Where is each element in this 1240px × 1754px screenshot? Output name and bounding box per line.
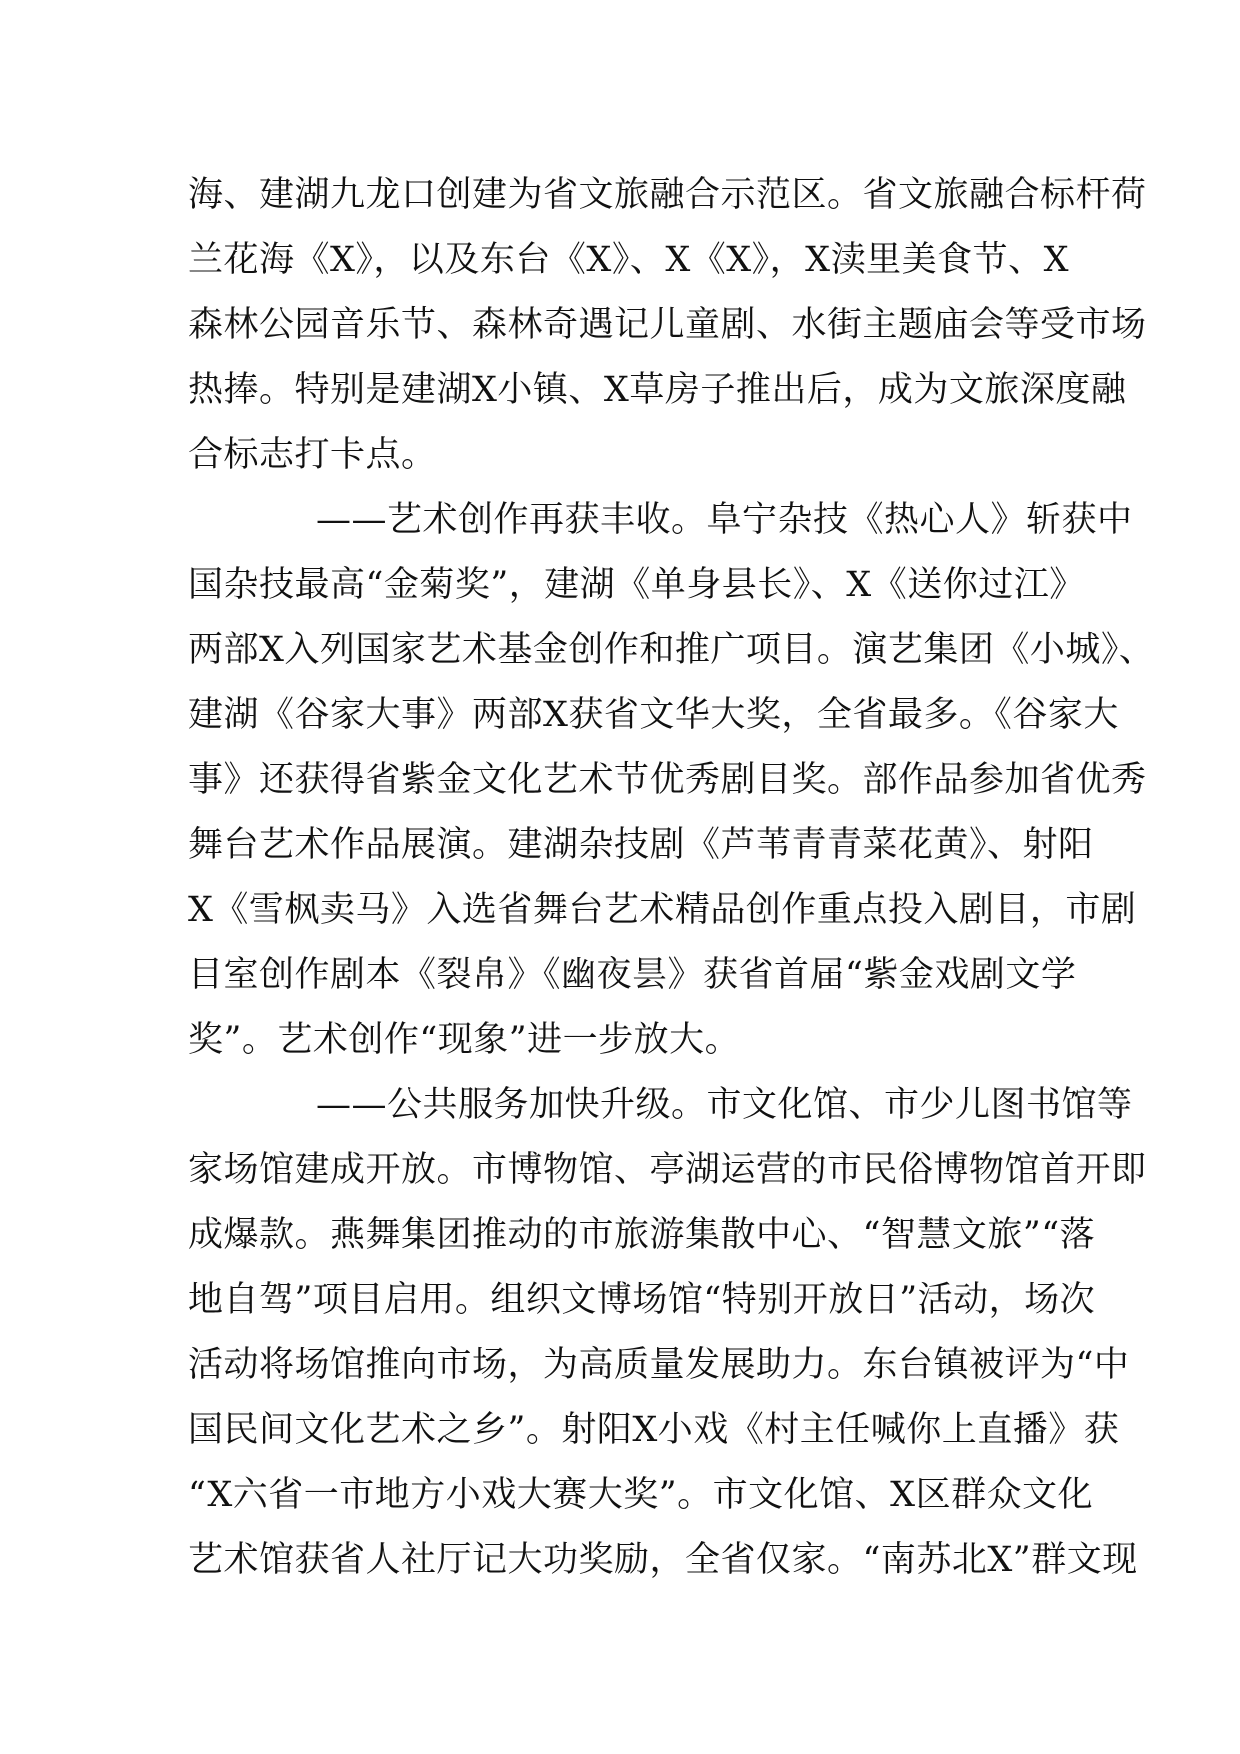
text-line: 舞台艺术作品展演。建湖杂技剧《芦苇青青菜花黄》、射阳 [188, 825, 1094, 865]
text-line: 国民间文化艺术之乡”。射阳X小戏《村主任喊你上直播》获 [188, 1410, 1120, 1450]
text-line: X《雪枫卖马》入选省舞台艺术精品创作重点投入剧目，市剧 [188, 890, 1137, 930]
text-line: 建湖《谷家大事》两部X获省文华大奖，全省最多。《谷家大 [188, 695, 1119, 735]
paragraph-heading-line: ——艺术创作再获丰收。阜宁杂技《热心人》斩获中 [316, 500, 1133, 540]
paragraph-heading-line: ——公共服务加快升级。市文化馆、市少儿图书馆等 [316, 1085, 1133, 1125]
document-body [188, 163, 1155, 1593]
text-line: 奖”。艺术创作“现象”进一步放大。 [188, 1020, 741, 1060]
text-line: 兰花海《X》，以及东台《X》、X《X》，X渎里美食节、X [188, 240, 1070, 280]
text-line: 地自驾”项目启用。组织文博场馆“特别开放日”活动，场次 [188, 1280, 1096, 1320]
text-line: 活动将场馆推向市场，为高质量发展助力。东台镇被评为“中 [188, 1345, 1130, 1385]
text-line: 成爆款。燕舞集团推动的市旅游集散中心、“智慧文旅”“落 [188, 1215, 1096, 1255]
text-line: 事》还获得省紫金文化艺术节优秀剧目奖。部作品参加省优秀 [188, 760, 1147, 800]
text-line: 海、建湖九龙口创建为省文旅融合示范区。省文旅融合标杆荷 [188, 175, 1147, 215]
text-line: 家场馆建成开放。市博物馆、亭湖运营的市民俗博物馆首开即 [188, 1150, 1147, 1190]
text-line: “X六省一市地方小戏大赛大奖”。市文化馆、X区群众文化 [188, 1475, 1094, 1515]
text-line: 艺术馆获省人社厅记大功奖励，全省仅家。“南苏北X”群文现 [188, 1540, 1138, 1580]
text-line: 两部X入列国家艺术基金创作和推广项目。演艺集团《小城》、 [188, 630, 1155, 670]
text-line: 森林公园音乐节、森林奇遇记儿童剧、水街主题庙会等受市场 [188, 305, 1147, 345]
text-line: 热捧。特别是建湖X小镇、X草房子推出后，成为文旅深度融 [188, 370, 1127, 410]
text-line: 目室创作剧本《裂帛》《幽夜昙》获省首届“紫金戏剧文学 [188, 955, 1077, 995]
text-line: 合标志打卡点。 [188, 435, 437, 475]
text-line: 国杂技最高“金菊奖”，建湖《单身县长》、X《送你过江》 [188, 565, 1085, 605]
